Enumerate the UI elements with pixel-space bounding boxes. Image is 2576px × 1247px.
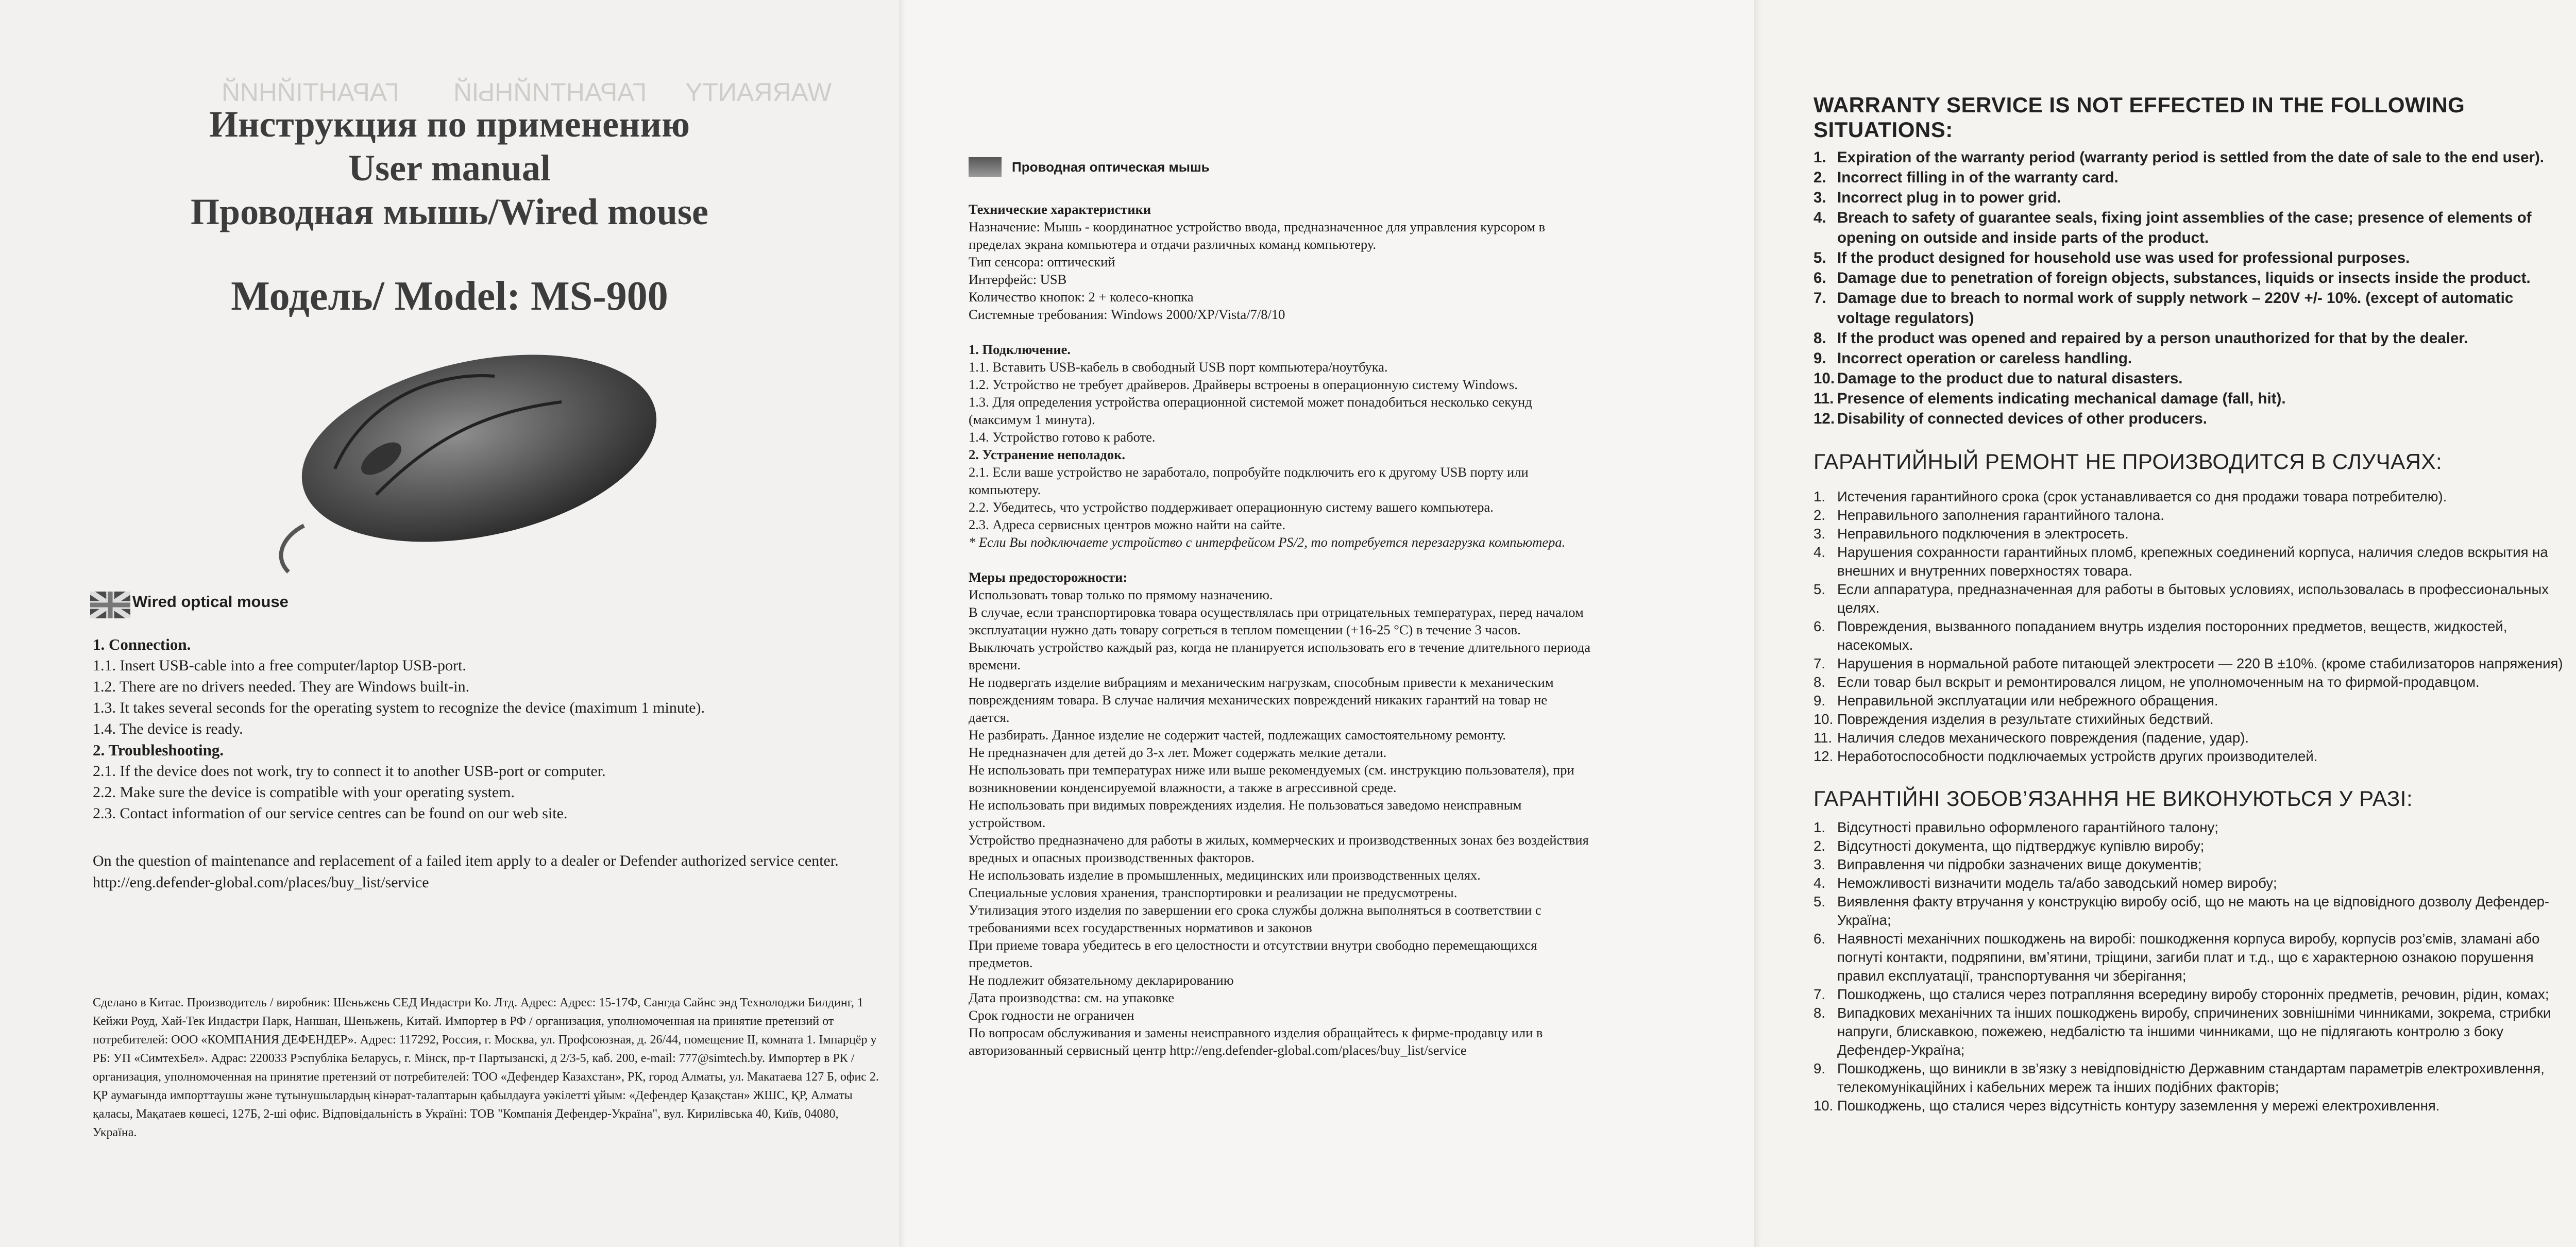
trouble-line: 2.1. Если ваше устройство не заработало, попробуйте подключить его к другому USB порту или [969, 464, 1529, 480]
warranty-ru-item-number: 4. [1814, 544, 1825, 560]
warranty-list-ua [1814, 818, 2566, 1115]
panel-russian-manual [899, 0, 1754, 1247]
warranty-ru-item [1814, 543, 2566, 580]
warranty-ua-item-text: Відсутності правильно оформленого гарантійного талону; [1837, 819, 2218, 835]
warranty-ru-item [1814, 580, 2566, 617]
warranty-en-item-text: Expiration of the warranty period (warranty period is settled from the date of sale to the end user). [1837, 149, 2544, 166]
warranty-en-item [1814, 248, 2566, 268]
instruction-line: 1.3. It takes several seconds for the operating system to recognize the device (maximum 1 minute). [93, 699, 705, 716]
instruction-line: 2.1. If the device does not work, try to connect it to another USB-port or computer. [93, 763, 606, 780]
instruction-line: 1.4. The device is ready. [93, 720, 243, 737]
trouble-line: 2.3. Адреса сервисных центров можно найти на сайте. [969, 517, 1286, 532]
warranty-ua-item-number: 5. [1814, 894, 1825, 909]
product-subtitle: Wired optical mouse [132, 593, 289, 611]
fold-shadow [899, 0, 906, 1247]
safety-line: требованиями всех государственных нормативов и законов [969, 920, 1312, 935]
warranty-en-item [1814, 208, 2566, 248]
warranty-ru-item [1814, 617, 2566, 654]
warranty-exclusions [1814, 93, 2566, 1115]
warranty-ua-item-number: 10. [1814, 1098, 1834, 1114]
warranty-ua-item [1814, 1097, 2566, 1115]
warranty-ua-item-number: 4. [1814, 875, 1825, 891]
warranty-en-item-text: Damage due to breach to normal work of supply network – 220V +/- 10%. (except of automatic voltage regulators) [1837, 290, 2514, 327]
warranty-en-item [1814, 268, 2566, 288]
warranty-ru-item [1814, 692, 2566, 710]
safety-line: Не использовать при видимых повреждениях изделия. Не пользоваться заведомо неисправным [969, 797, 1522, 813]
warranty-ru-item-number: 12. [1814, 748, 1834, 764]
warranty-ua-item [1814, 818, 2566, 837]
warranty-list-ru [1814, 487, 2566, 766]
warranty-en-item [1814, 328, 2566, 348]
connect-line: 1.4. Устройство готово к работе. [969, 429, 1156, 445]
connect-line: 1.1. Вставить USB-кабель в свободный USB порт компьютера/ноутбука. [969, 359, 1388, 375]
warranty-ua-item [1814, 874, 2566, 892]
safety-line: Дата производства: см. на упаковке [969, 990, 1175, 1005]
warranty-ua-item-text: Пошкоджень, що сталися через потрапляння всередину виробу сторонніх предметів, речовин, рідин, комах; [1837, 986, 2549, 1002]
warranty-en-item-number: 12. [1814, 410, 1835, 427]
specs-heading: Технические характеристики [969, 201, 1151, 217]
warranty-en-item-text: Damage to the product due to natural disasters. [1837, 370, 2183, 387]
warranty-ru-item-number: 7. [1814, 655, 1825, 671]
instruction-line: 2.2. Make sure the device is compatible with your operating system. [93, 784, 515, 801]
warranty-ru-item-text: Неправильного подключения в электросеть. [1837, 526, 2129, 542]
warranty-en-item-number: 7. [1814, 290, 1826, 307]
panel-english-manual [0, 0, 899, 1247]
safety-line: В случае, если транспортировка товара осуществлялась при отрицательных температурах, перед началом [969, 604, 1584, 620]
spec-line: пределах экрана компьютера и отдачи различных команд компьютеру. [969, 237, 1376, 252]
safety-line: Использовать товар только по прямому назначению. [969, 587, 1273, 602]
section-heading: 2. Troubleshooting. [93, 741, 224, 759]
manual-title-line-3: Проводная мышь/Wired mouse [191, 191, 708, 232]
warranty-ua-item-number: 6. [1814, 931, 1825, 947]
safety-line: Утилизация этого изделия по завершении его срока службы должна выполняться в соответствии с [969, 902, 1541, 918]
warranty-ru-item-text: Неправильного заполнения гарантийного талона. [1837, 507, 2164, 523]
connect-line: (максимум 1 минута). [969, 412, 1095, 427]
warranty-ru-item-text: Повреждения изделия в результате стихийных бедствий. [1837, 711, 2214, 727]
warranty-ru-item-text: Если товар был вскрыт и ремонтировался лицом, не уполномоченным на то фирмой-продавцом. [1837, 674, 2480, 690]
warranty-ru-item-text: Неправильной эксплуатации или небрежного обращения. [1837, 693, 2218, 709]
safety-heading: Меры предосторожности: [969, 569, 1128, 585]
warranty-ru-item-number: 2. [1814, 507, 1825, 523]
warranty-ua-item-number: 9. [1814, 1060, 1825, 1076]
section-heading: 1. Connection. [93, 635, 191, 653]
spec-line: Тип сенсора: оптический [969, 254, 1115, 269]
warranty-en-item-text: If the product was opened and repaired by a person unauthorized for that by the dealer. [1837, 330, 2468, 347]
warranty-en-item-text: Breach to safety of guarantee seals, fixing joint assemblies of the case; presence of elements of opening on outside and inside parts of the product. [1837, 209, 2532, 246]
safety-line: Не использовать при температурах ниже или выше рекомендуемых (см. инструкцию пользователя), при [969, 762, 1574, 778]
safety-line: возникновении конденсируемой влажности, а также в агрессивной среде. [969, 780, 1397, 795]
warranty-en-item-text: Incorrect filling in of the warranty card. [1837, 169, 2119, 186]
warranty-ru-item-text: Если аппаратура, предназначенная для работы в бытовых условиях, использовалась в профессиональных целях. [1837, 581, 2549, 616]
safety-line: Не разбирать. Данное изделие не содержит частей, подлежащих самостоятельному ремонту. [969, 727, 1506, 743]
spec-line: Интерфейс: USB [969, 272, 1067, 287]
connect-line: 1.3. Для определения устройства операционной системой может понадобиться несколько секунд [969, 394, 1532, 410]
warranty-ru-item-number: 10. [1814, 711, 1834, 727]
uk-flag-icon [90, 592, 130, 618]
model-heading: Модель/ Model: MS-900 [231, 274, 668, 319]
warranty-en-item-number: 11. [1814, 390, 1834, 407]
spacer [969, 323, 1721, 341]
instructions-english [93, 634, 866, 824]
warranty-ru-item-number: 3. [1814, 526, 1825, 542]
warranty-en-item-number: 2. [1814, 169, 1826, 186]
safety-line: Выключать устройство каждый раз, когда не планируется использовать его в течение длительного периода [969, 639, 1591, 655]
warranty-en-item-number: 10. [1814, 370, 1835, 387]
warranty-ru-item-number: 5. [1814, 581, 1825, 597]
warranty-ru-item [1814, 487, 2566, 506]
maintenance-note: On the question of maintenance and replacement of a failed item apply to a dealer or Defender authorized service center. http://eng.defender-global.com/places/buy_list/service [93, 852, 839, 891]
warranty-ua-item-text: Пошкоджень, що виникли в зв’язку з невідповідністю Державним стандартам параметрів електрохивлення, телекомунікаційних і кабельних мереж та інших подібних факторів; [1837, 1060, 2545, 1095]
warranty-ru-item [1814, 525, 2566, 543]
warranty-ua-item-number: 1. [1814, 819, 1825, 835]
warranty-en-item-text: Presence of elements indicating mechanical damage (fall, hit). [1837, 390, 2286, 407]
manual-title-line-1: Инструкция по применению [209, 104, 690, 145]
safety-line: времени. [969, 657, 1021, 672]
warranty-en-item-number: 6. [1814, 269, 1826, 287]
warranty-en-item [1814, 188, 2566, 208]
fold-shadow [1754, 0, 1761, 1247]
safety-line: При приеме товара убедитесь в его целостности и отсутствии внутри свободно перемещающихся [969, 937, 1537, 953]
safety-line: авторизованный сервисный центр http://eng.defender-global.com/places/buy_list/service [969, 1042, 1467, 1058]
warranty-ru-item-number: 8. [1814, 674, 1825, 690]
safety-line: повреждениям товара. В случае наличия механических повреждений никаких гарантий на товар не [969, 692, 1548, 707]
warranty-ua-item [1814, 1059, 2566, 1097]
warranty-ru-item-text: Повреждения, вызванного попаданием внутрь изделия посторонних предметов, веществ, жидкостей, насекомых. [1837, 618, 2507, 653]
warranty-ru-item-number: 9. [1814, 693, 1825, 709]
safety-line: Устройство предназначено для работы в жилых, коммерческих и производственных зонах без воздействия [969, 832, 1589, 848]
warranty-en-item-number: 5. [1814, 249, 1826, 266]
warranty-ru-item-text: Наличия следов механического повреждения (падение, удар). [1837, 730, 2249, 746]
safety-line: вредных и опасных производственных факторов. [969, 850, 1255, 865]
ghost-bleed-text: ГАРАНТИЙНЫЙ [453, 78, 647, 107]
warranty-ua-item [1814, 985, 2566, 1004]
trouble-heading: 2. Устранение неполадок. [969, 447, 1125, 462]
warranty-en-item-number: 9. [1814, 350, 1826, 367]
mouse-image [273, 340, 665, 577]
warranty-ua-item-text: Випадкових механічних та інших пошкоджень виробу, спричинених зовнішніми чинниками, зокрема, стрибки напруги, блискавкою, пожежею, недбалістю та іншими чинниками, що не підлягають контролю з боку Дефендер-Україна; [1837, 1005, 2551, 1058]
instruction-line: 1.1. Insert USB-cable into a free computer/laptop USB-port. [93, 657, 466, 674]
manufacturer-legal-text: Сделано в Китае. Производитель / виробник: Шеньжень СЕД Индастри Ко. Лтд. Адрес: Адрес: 15-17Ф, Сангда Сайнс энд Технолоджи Билдинг, 1 Кейжи Роуд, Хай-Тек Индастри Парк, Наншан, Шеньжень, Китай. Импортер в РФ / организация, уполномоченная на принятие претензий от потребителей: ООО «КОМПАНИЯ ДЕФЕНДЕР». Адрес: 117292, Россия, г. Москва, ул. Профсоюзная, д. 26/44, помещение II, комната 1. Імпарцёр у РБ: УП «СимтехБел». Адрас: 220033 Рэспубліка Беларусь, г. Мінск, пр-т Партызанскі, д 2/3-5, каб. 200, e-mail: 777@simtech.by. Импортер в РК / организация, уполномоченная на принятие претензий от потребителей: ТОО «Дефендер Казахстан», РК, город Алматы, ул. Макатаева 127 Б, офис 2. ҚР аумағында импорттаушы және тұтынушылардың кінәрат-талаптарын қабылдауға уәкілетті ұйым: «Дефендер Қазақстан» ЖШС, ҚР, Алматы қаласы, Мақатаев көшесі, 127Б, 2-ші офис. Відповідальність в Україні: ТОВ "Компанія Дефендер-Україна", вул. Кирилівська 40, Київ, 04080, Україна. [93, 996, 879, 1139]
warranty-list-en [1814, 147, 2566, 429]
safety-line: устройством. [969, 815, 1046, 830]
warranty-en-item-number: 3. [1814, 189, 1826, 206]
panel-warranty [1754, 0, 2576, 1247]
warranty-en-item-text: Damage due to penetration of foreign objects, substances, liquids or insects inside the product. [1837, 269, 2531, 287]
warranty-en-item-text: If the product designed for household use was used for professional purposes. [1837, 249, 2410, 266]
connect-line: 1.2. Устройство не требует драйверов. Драйверы встроены в операционную систему Windows. [969, 377, 1518, 392]
warranty-en-item [1814, 348, 2566, 368]
warranty-ua-item-number: 8. [1814, 1005, 1825, 1021]
safety-line: Не предназначен для детей до 3-х лет. Может содержать мелкие детали. [969, 745, 1387, 760]
trouble-line: компьютеру. [969, 482, 1041, 497]
warranty-ua-item [1814, 1004, 2566, 1059]
warranty-ru-item-number: 11. [1814, 730, 1833, 746]
warranty-ru-item-text: Нарушения сохранности гарантийных пломб, крепежных соединений корпуса, наличия следов вскрытия на внешних и внутренних поверхностях товара. [1837, 544, 2548, 579]
manual-title-line-2: User manual [348, 147, 551, 189]
russian-product-header [969, 157, 1721, 177]
warranty-ru-item-text: Истечения гарантийного срока (срок устанавливается со дня продажи товара потребителю). [1837, 488, 2447, 504]
connect-heading: 1. Подключение. [969, 342, 1071, 357]
safety-line: предметов. [969, 955, 1033, 970]
warranty-ua-item [1814, 837, 2566, 855]
spec-line: Назначение: Мышь - координатное устройство ввода, предназначенное для управления курсором в [969, 219, 1546, 234]
spacer [969, 551, 1721, 568]
ghost-bleed-text: WARRANTY [685, 78, 832, 107]
spec-line: Системные требования: Windows 2000/XP/Vista/7/8/10 [969, 307, 1285, 322]
warranty-en-item-text: Incorrect operation or careless handling. [1837, 350, 2132, 367]
warranty-en-item [1814, 409, 2566, 429]
russian-instructions [969, 157, 1721, 1059]
safety-line: Не подлежит обязательному декларированию [969, 972, 1234, 988]
warranty-en-item-number: 1. [1814, 149, 1826, 166]
warranty-en-item [1814, 368, 2566, 389]
warranty-ru-item-number: 6. [1814, 618, 1825, 634]
warranty-heading-ua: ГАРАНТІЙНІ ЗОБОВ’ЯЗАННЯ НЕ ВИКОНУЮТЬСЯ У РАЗІ: [1814, 786, 2413, 811]
trouble-line: 2.2. Убедитесь, что устройство поддерживает операционную систему вашего компьютера. [969, 499, 1494, 515]
safety-line: Не использовать изделие в промышленных, медицинских или производственных целях. [969, 867, 1481, 883]
warranty-ua-item-text: Пошкоджень, що сталися через відсутність контуру заземлення у мережі електрохивлення. [1837, 1098, 2440, 1114]
warranty-en-item [1814, 288, 2566, 328]
warranty-ua-item-number: 3. [1814, 856, 1825, 872]
safety-line: Не подвергать изделие вибрациям и механическим нагрузкам, способным привести к механическим [969, 675, 1554, 690]
warranty-ua-item [1814, 892, 2566, 930]
spec-line: Количество кнопок: 2 + колесо-кнопка [969, 289, 1194, 305]
warranty-ua-item-number: 7. [1814, 986, 1825, 1002]
warranty-en-item-text: Disability of connected devices of other producers. [1837, 410, 2207, 427]
mouse-thumbnail-icon [969, 157, 1002, 177]
warranty-ru-item [1814, 673, 2566, 692]
warranty-ua-item [1814, 855, 2566, 874]
safety-line: Специальные условия хранения, транспортировки и реализации не предусмотрены. [969, 885, 1458, 900]
warranty-ua-item-text: Наявності механічних пошкоджень на виробі: пошкодження корпуса виробу, корпусів роз’ємів, зламані або погнуті контакти, подряпини, вм’ятини, тріщини, загиби плат и т.д., що є характерною ознакою порушення правил експлуатації, транспортування чи зберігання; [1837, 931, 2540, 984]
warranty-ua-item-text: Виправлення чи підробки зазначених вище документів; [1837, 856, 2202, 872]
instruction-line: 1.2. There are no drivers needed. They are Windows built-in. [93, 678, 470, 695]
warranty-ua-item-text: Відсутності документа, що підтверджує купівлю виробу; [1837, 838, 2205, 854]
safety-line: Срок годности не ограничен [969, 1007, 1134, 1023]
warranty-ua-item-text: Неможливості визначити модель та/або заводський номер виробу; [1837, 875, 2277, 891]
warranty-ru-item [1814, 729, 2566, 747]
warranty-ru-item [1814, 654, 2566, 673]
safety-line: эксплуатации нужно дать товару согреться в теплом помещении (+16-25 °С) в течение 3 часов. [969, 622, 1521, 637]
russian-product-title: Проводная оптическая мышь [1012, 159, 1210, 175]
safety-line: По вопросам обслуживания и замены неисправного изделия обращайтесь к фирме-продавцу или в [969, 1025, 1543, 1040]
warranty-ru-item-text: Нарушения в нормальной работе питающей электросети — 220 В ±10%. (кроме стабилизаторов напряжения) [1837, 655, 2563, 671]
warranty-ru-item [1814, 506, 2566, 525]
warranty-en-item [1814, 167, 2566, 188]
warranty-ru-item-text: Неработоспособности подключаемых устройств других производителей. [1837, 748, 2318, 764]
warranty-ua-item [1814, 930, 2566, 985]
warranty-ua-item-text: Виявлення факту втручання у конструкцію виробу осіб, що не мають на це відповідного дозволу Дефендер-Україна; [1837, 894, 2550, 928]
ghost-bleed-text: ГАРАНТІЙНИЙ [222, 78, 399, 107]
safety-line: дается. [969, 710, 1010, 725]
warranty-en-item-number: 4. [1814, 209, 1826, 226]
warranty-heading-en: WARRANTY SERVICE IS NOT EFFECTED IN THE FOLLOWING SITUATIONS: [1814, 93, 2465, 142]
warranty-en-item [1814, 389, 2566, 409]
ps2-note: * Если Вы подключаете устройство с интерфейсом PS/2, то потребуется перезагрузка компьютера. [969, 534, 1566, 550]
warranty-heading-ru: ГАРАНТИЙНЫЙ РЕМОНТ НЕ ПРОИЗВОДИТСЯ В СЛУЧАЯХ: [1814, 449, 2443, 474]
warranty-ua-item-number: 2. [1814, 838, 1825, 854]
instruction-line: 2.3. Contact information of our service centres can be found on our web site. [93, 805, 568, 822]
warranty-en-item-text: Incorrect plug in to power grid. [1837, 189, 2061, 206]
warranty-ru-item-number: 1. [1814, 488, 1825, 504]
warranty-ru-item [1814, 710, 2566, 729]
warranty-en-item-number: 8. [1814, 330, 1826, 347]
warranty-en-item [1814, 147, 2566, 167]
warranty-ru-item [1814, 747, 2566, 766]
